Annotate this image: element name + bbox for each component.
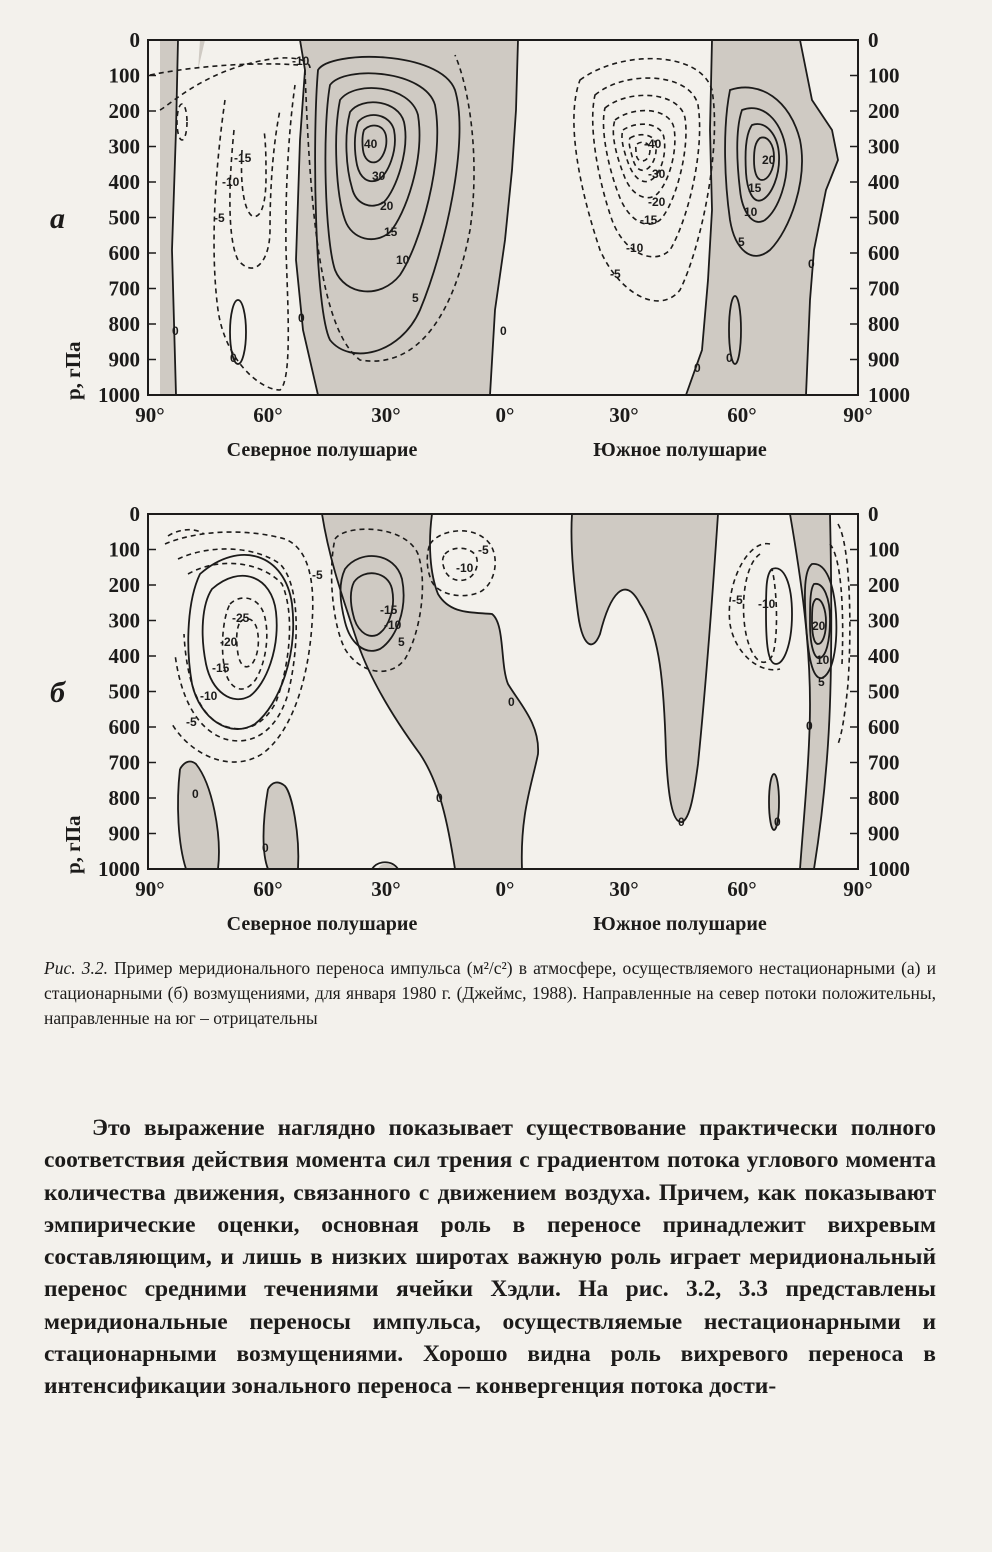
contour-label: 20 [812, 619, 826, 633]
contour-label: -5 [214, 211, 225, 225]
y-tick-700: 700 [108, 276, 140, 301]
contour-label: -5 [312, 568, 323, 582]
y-tick-right-0: 0 [868, 502, 879, 526]
y-tick-200: 200 [108, 573, 140, 597]
y-tick-right-1000: 1000 [868, 857, 910, 881]
y-tick-600: 600 [108, 715, 140, 739]
contour-label: 5 [738, 235, 745, 249]
contour-label: 10 [396, 253, 410, 267]
y-tick-500: 500 [108, 679, 140, 704]
y-tick-right-500: 500 [868, 205, 900, 230]
contour-label: 0 [230, 351, 237, 365]
y-tick-labels-left-b [98, 502, 140, 881]
hemisphere-south-label-b: Южное полушарие [593, 913, 767, 935]
contour-label: -10 [384, 618, 402, 632]
y-tick-right-500: 500 [868, 679, 900, 704]
contour-label: 0 [500, 324, 507, 338]
y-tick-right-200: 200 [868, 573, 900, 597]
contour-label: -10 [456, 561, 474, 575]
contour-label: 0 [694, 361, 701, 375]
panel-letter-a: а [50, 202, 65, 235]
x-tick-60n: 60° [253, 877, 283, 901]
contour-chart-b [0, 484, 992, 944]
y-tick-0: 0 [129, 502, 140, 526]
hemisphere-north-label-a: Северное полушарие [226, 439, 418, 461]
contour-label: 0 [508, 695, 515, 709]
contour-label: 0 [774, 815, 781, 829]
contour-chart-a [0, 10, 992, 480]
y-tick-right-300: 300 [868, 608, 900, 633]
x-tick-60s: 60° [727, 877, 757, 901]
contour-label: -20 [220, 635, 238, 649]
caption-lead: Рис. 3.2. [44, 958, 108, 978]
contour-label: 0 [192, 787, 199, 801]
y-tick-1000: 1000 [98, 383, 140, 407]
contour-label: 0 [262, 841, 269, 855]
x-tick-30s: 30° [609, 877, 639, 901]
y-tick-right-800: 800 [868, 786, 900, 810]
contour-label: 30 [372, 169, 386, 183]
x-tick-0: 0° [495, 877, 515, 901]
contour-label: 15 [384, 225, 398, 239]
y-tick-100: 100 [108, 537, 140, 562]
contour-label: -40 [644, 137, 662, 151]
y-tick-labels-right-b [868, 502, 910, 881]
contour-label: 0 [298, 311, 305, 325]
y-tick-900: 900 [108, 821, 140, 846]
y-axis-label-a: p, гПа [61, 341, 85, 400]
contour-label: -10 [626, 241, 644, 255]
contour-label: -15 [234, 151, 252, 165]
contour-label: -10 [200, 689, 218, 703]
contour-label: -5 [478, 543, 489, 557]
contour-label: 0 [726, 351, 733, 365]
y-tick-labels-right-a [868, 28, 910, 407]
contour-label: 0 [678, 815, 685, 829]
x-tick-labels-a [135, 403, 872, 427]
x-tick-0: 0° [495, 403, 515, 427]
x-tick-30s: 30° [609, 403, 639, 427]
y-tick-1000: 1000 [98, 857, 140, 881]
contour-label: 40 [364, 137, 378, 151]
y-tick-labels-left-a [98, 28, 140, 407]
y-tick-right-800: 800 [868, 312, 900, 336]
contour-label: -15 [640, 213, 658, 227]
y-tick-300: 300 [108, 608, 140, 633]
y-tick-right-700: 700 [868, 750, 900, 775]
x-tick-90s: 90° [843, 877, 873, 901]
contour-label: -10 [292, 54, 310, 68]
hemisphere-south-label-a: Южное полушарие [593, 439, 767, 461]
body-text [44, 1112, 936, 1403]
y-tick-right-900: 900 [868, 347, 900, 372]
figure-panel-b [0, 484, 992, 944]
contour-label: 10 [744, 205, 758, 219]
contour-label: -30 [648, 167, 666, 181]
x-tick-30n: 30° [371, 403, 401, 427]
y-tick-right-600: 600 [868, 715, 900, 739]
contour-label: -20 [648, 195, 666, 209]
contour-label: 5 [398, 635, 405, 649]
caption-text: Пример меридионального переноса импульса (м²/с²) в атмосфере, осуществляемого нестационарными (а) и стационарными (б) возмущениями, для января 1980 г. (Джеймс, 1988). Направленные на север потоки положительны, направленные на юг – отрицательны [44, 958, 936, 1028]
y-tick-0: 0 [129, 28, 140, 52]
y-tick-right-0: 0 [868, 28, 879, 52]
y-tick-900: 900 [108, 347, 140, 372]
y-tick-100: 100 [108, 63, 140, 88]
y-tick-right-400: 400 [868, 644, 900, 668]
contour-label: -15 [380, 603, 398, 617]
body-paragraph: Это выражение наглядно показывает существование практически полного соответствия действия момента сил трения с градиентом потока углового момента количества движения, связанного с движением воздуха. Причем, как показывают эмпирические оценки, основная роль в переносе принадлежит вихревым составляющим, и лишь в низких широтах важную роль играет меридиональный перенос средними течениями ячейки Хэдли. На рис. 3.2, 3.3 представлены меридиональные переносы импульса, осуществляемые нестационарными и стационарными возмущениями. Хорошо видна роль вихревого переноса в интенсификации зонального переноса – конвергенция потока дости- [44, 1115, 936, 1400]
contour-label: -5 [610, 267, 621, 281]
contour-label: 0 [172, 324, 179, 338]
y-tick-200: 200 [108, 99, 140, 123]
y-tick-500: 500 [108, 205, 140, 230]
x-tick-90n: 90° [135, 403, 165, 427]
y-tick-800: 800 [108, 312, 140, 336]
y-axis-label-b: p, гПа [61, 815, 85, 874]
y-tick-400: 400 [108, 170, 140, 194]
x-tick-labels-b [135, 877, 872, 901]
y-tick-300: 300 [108, 134, 140, 159]
x-tick-60n: 60° [253, 403, 283, 427]
contour-label: -25 [232, 611, 250, 625]
contour-label: -15 [212, 661, 230, 675]
contour-label: 0 [808, 257, 815, 271]
x-tick-90n: 90° [135, 877, 165, 901]
figure-panel-a [0, 10, 992, 480]
contour-label: 5 [818, 675, 825, 689]
y-tick-400: 400 [108, 644, 140, 668]
contour-label: -10 [758, 597, 776, 611]
y-tick-right-600: 600 [868, 241, 900, 265]
hemisphere-north-label-b: Северное полушарие [226, 913, 418, 935]
y-tick-right-100: 100 [868, 63, 900, 88]
y-tick-right-200: 200 [868, 99, 900, 123]
y-tick-600: 600 [108, 241, 140, 265]
x-tick-30n: 30° [371, 877, 401, 901]
contour-label: 5 [412, 291, 419, 305]
contour-label: -5 [186, 715, 197, 729]
x-tick-60s: 60° [727, 403, 757, 427]
y-tick-right-100: 100 [868, 537, 900, 562]
y-tick-right-300: 300 [868, 134, 900, 159]
contour-label: 0 [436, 791, 443, 805]
y-tick-right-1000: 1000 [868, 383, 910, 407]
contour-label: 15 [748, 181, 762, 195]
y-tick-right-400: 400 [868, 170, 900, 194]
positive-shading-a [160, 40, 838, 395]
figure-caption [44, 956, 936, 1031]
y-tick-right-700: 700 [868, 276, 900, 301]
contour-label: -5 [732, 593, 743, 607]
x-tick-90s: 90° [843, 403, 873, 427]
contour-label: 10 [816, 653, 830, 667]
panel-letter-b: б [50, 676, 65, 709]
y-tick-right-900: 900 [868, 821, 900, 846]
contour-label: -10 [222, 175, 240, 189]
y-tick-800: 800 [108, 786, 140, 810]
y-tick-700: 700 [108, 750, 140, 775]
contour-label: 20 [762, 153, 776, 167]
contour-label: 0 [806, 719, 813, 733]
contour-label: 20 [380, 199, 394, 213]
